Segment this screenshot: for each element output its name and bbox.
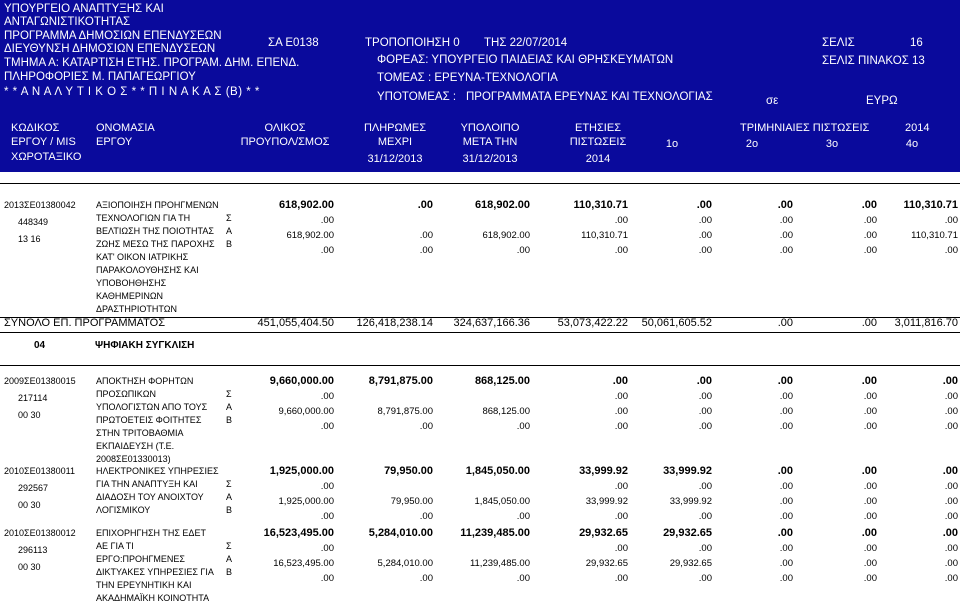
col-remaining: ΜΕΤΑ ΤΗΝ bbox=[462, 136, 518, 148]
row-type-letter: Σ bbox=[226, 479, 232, 489]
cell-value: .00 bbox=[698, 573, 712, 584]
cell-value: 29,932.65 bbox=[579, 527, 628, 539]
cell-value: 868,125.00 bbox=[474, 375, 530, 387]
cell-value: .00 bbox=[944, 391, 958, 402]
report-header bbox=[0, 0, 960, 172]
cell-value: .00 bbox=[419, 511, 433, 522]
cell-value: .00 bbox=[320, 481, 334, 492]
cell-value: .00 bbox=[863, 496, 877, 507]
cell-value: .00 bbox=[942, 375, 958, 387]
page-number: 16 bbox=[910, 37, 923, 49]
cell-value: .00 bbox=[861, 465, 877, 477]
table-page: ΣΕΛΙΣ ΠΙΝΑΚΟΣ 13 bbox=[822, 55, 925, 67]
subtotal-value: 451,055,404.50 bbox=[257, 317, 334, 329]
cell-value: .00 bbox=[863, 215, 877, 226]
row-type-letter: Β bbox=[226, 567, 233, 577]
cell-value: .00 bbox=[779, 421, 793, 432]
cell-value: 16,523,495.00 bbox=[263, 527, 334, 539]
cell-value: 1,845,050.00 bbox=[465, 465, 530, 477]
org-line: ΥΠΟΥΡΓΕΙΟ ΑΝΑΠΤΥΞΗΣ ΚΑΙ bbox=[4, 3, 164, 15]
cell-value: .00 bbox=[419, 421, 433, 432]
cell-value: 9,660,000.00 bbox=[269, 375, 334, 387]
section-code: 04 bbox=[34, 340, 46, 351]
cell-value: .00 bbox=[863, 481, 877, 492]
col-annual: 2014 bbox=[585, 153, 611, 165]
section-title: ΨΗΦΙΑΚΗ ΣΥΓΚΛΙΣΗ bbox=[95, 340, 195, 351]
cell-value: 11,239,485.00 bbox=[469, 558, 530, 569]
cell-value: 79,950.00 bbox=[390, 496, 433, 507]
cell-value: .00 bbox=[614, 406, 628, 417]
cell-value: .00 bbox=[698, 481, 712, 492]
project-code: 2010ΣΕ01380012 bbox=[4, 528, 76, 538]
project-name-line: ΚΑΤ' ΟΙΚΟΝ ΙΑΤΡΙΚΗΣ bbox=[96, 252, 189, 262]
project-geo: 13 16 bbox=[18, 234, 41, 244]
project-name-line: ΠΡΩΤΟΕΤΕΙΣ ΦΟΙΤΗΤΕΣ bbox=[96, 415, 202, 425]
cell-value: 618,902.00 bbox=[482, 230, 530, 241]
row-type-letter: Α bbox=[226, 226, 233, 236]
cell-value: 1,925,000.00 bbox=[269, 465, 334, 477]
project-geo: 00 30 bbox=[18, 562, 41, 572]
project-name-line: ΖΩΗΣ ΜΕΣΩ ΤΗΣ ΠΑΡΟΧΗΣ bbox=[96, 239, 215, 249]
cell-value: .00 bbox=[320, 245, 334, 256]
col-code: ΧΩΡΟΤΑΞΙΚΟ bbox=[11, 151, 82, 163]
col-annual: ΕΤΗΣΙΕΣ bbox=[575, 122, 621, 134]
cell-value: .00 bbox=[614, 391, 628, 402]
cell-value: 33,999.92 bbox=[663, 465, 712, 477]
org-line: ΠΡΟΓΡΑΜΜΑ ΔΗΜΟΣΙΩΝ ΕΠΕΝΔΥΣΕΩΝ bbox=[4, 30, 222, 42]
project-name-line: ΥΠΟΛΟΓΙΣΤΩΝ ΑΠΟ ΤΟΥΣ bbox=[96, 402, 208, 412]
cell-value: 11,239,485.00 bbox=[460, 527, 530, 539]
col-budget: ΟΛΙΚΟΣ bbox=[264, 122, 306, 134]
project-name-line: ΕΡΓΟ:ΠΡΟΗΓΜΕΝΕΣ bbox=[96, 554, 185, 564]
cell-value: 5,284,010.00 bbox=[368, 527, 433, 539]
cell-value: .00 bbox=[698, 245, 712, 256]
cell-value: .00 bbox=[320, 391, 334, 402]
cell-value: .00 bbox=[698, 230, 712, 241]
cell-value: .00 bbox=[612, 375, 628, 387]
subtotal-value: 3,011,816.70 bbox=[894, 317, 958, 329]
cell-value: .00 bbox=[696, 375, 712, 387]
cell-value: .00 bbox=[320, 421, 334, 432]
col-remaining: ΥΠΟΛΟΙΠΟ bbox=[460, 122, 520, 134]
subsector: ΠΡΟΓΡΑΜΜΑΤΑ ΕΡΕΥΝΑΣ ΚΑΙ ΤΕΧΝΟΛΟΓΙΑΣ bbox=[466, 91, 713, 103]
project-name-line: ΓΙΑ ΤΗΝ ΑΝΑΠΤΥΞΗ ΚΑΙ bbox=[96, 479, 198, 489]
subsector-label: ΥΠΟΤΟΜΕΑΣ : bbox=[377, 91, 457, 103]
cell-value: .00 bbox=[516, 511, 530, 522]
cell-value: .00 bbox=[320, 543, 334, 554]
cell-value: 618,902.00 bbox=[286, 230, 334, 241]
agency: ΦΟΡΕΑΣ: ΥΠΟΥΡΓΕΙΟ ΠΑΙΔΕΙΑΣ ΚΑΙ ΘΡΗΣΚΕΥΜΑΤΩΝ bbox=[377, 54, 674, 66]
project-name-line: ΠΑΡΑΚΟΛΟΥΘΗΣΗΣ ΚΑΙ bbox=[96, 265, 199, 275]
cell-value: .00 bbox=[779, 481, 793, 492]
cell-value: .00 bbox=[777, 465, 793, 477]
cell-value: .00 bbox=[863, 391, 877, 402]
row-type-letter: Σ bbox=[226, 389, 232, 399]
cell-value: .00 bbox=[419, 230, 433, 241]
cell-value: .00 bbox=[942, 527, 958, 539]
divider bbox=[0, 332, 960, 333]
cell-value: .00 bbox=[944, 558, 958, 569]
project-name-line: ΣΤΗΝ ΤΡΙΤΟΒΑΘΜΙΑ bbox=[96, 428, 184, 438]
cell-value: .00 bbox=[698, 511, 712, 522]
cell-value: .00 bbox=[614, 215, 628, 226]
cell-value: 110,310.71 bbox=[573, 199, 628, 211]
subtotal-value: .00 bbox=[861, 317, 877, 329]
page-label: ΣΕΛΙΣ bbox=[822, 37, 855, 49]
cell-value: 33,999.92 bbox=[669, 496, 712, 507]
cell-value: .00 bbox=[516, 421, 530, 432]
col-remaining: 31/12/2013 bbox=[462, 153, 518, 165]
cell-value: 33,999.92 bbox=[579, 465, 628, 477]
project-name-line: ΔΙΚΤΥΑΚΕΣ ΥΠΗΡΕΣΙΕΣ ΓΙΑ bbox=[96, 567, 214, 577]
cell-value: 618,902.00 bbox=[278, 199, 334, 211]
cell-value: .00 bbox=[779, 511, 793, 522]
row-type-letter: Β bbox=[226, 415, 233, 425]
currency: ΕΥΡΩ bbox=[866, 95, 898, 107]
cell-value: .00 bbox=[777, 199, 793, 211]
cell-value: .00 bbox=[417, 199, 433, 211]
cell-value: 1,845,050.00 bbox=[474, 496, 530, 507]
row-type-letter: Β bbox=[226, 505, 233, 515]
cell-value: .00 bbox=[614, 481, 628, 492]
cell-value: .00 bbox=[779, 573, 793, 584]
col-paid: ΜΕΧΡΙ bbox=[377, 136, 413, 148]
cell-value: .00 bbox=[863, 406, 877, 417]
col-q4: 4ο bbox=[905, 138, 919, 150]
cell-value: .00 bbox=[698, 391, 712, 402]
cell-value: .00 bbox=[320, 215, 334, 226]
cell-value: .00 bbox=[942, 465, 958, 477]
project-code: 2013ΣΕ01380042 bbox=[4, 200, 76, 210]
cell-value: .00 bbox=[614, 245, 628, 256]
report-date: ΤΗΣ 22/07/2014 bbox=[484, 37, 568, 49]
col-q1: 1ο bbox=[665, 138, 679, 150]
cell-value: .00 bbox=[863, 421, 877, 432]
project-name-line: ΕΚΠΑΙΔΕΥΣΗ (Τ.Ε. bbox=[96, 441, 175, 451]
cell-value: .00 bbox=[944, 245, 958, 256]
project-name-line: ΤΗΝ ΕΡΕΥΝΗΤΙΚΗ ΚΑΙ bbox=[96, 580, 192, 590]
project-name-line: ΒΕΛΤΙΩΣΗ ΤΗΣ ΠΟΙΟΤΗΤΑΣ bbox=[96, 226, 214, 236]
col-code: ΚΩΔΙΚΟΣ bbox=[11, 122, 60, 134]
cell-value: .00 bbox=[861, 375, 877, 387]
project-name-line: ΑΠΟΚΤΗΣΗ ΦΟΡΗΤΩΝ bbox=[96, 376, 194, 386]
cell-value: .00 bbox=[698, 406, 712, 417]
project-name-line: ΑΚΑΔΗΜΑΪΚΗ ΚΟΙΝΟΤΗΤΑ bbox=[96, 593, 210, 603]
project-mis: 217114 bbox=[18, 393, 48, 403]
subtotal-value: 324,637,166.36 bbox=[453, 317, 530, 329]
cell-value: .00 bbox=[696, 199, 712, 211]
cell-value: .00 bbox=[861, 527, 877, 539]
project-name-line: ΚΑΘΗΜΕΡΙΝΩΝ bbox=[96, 291, 164, 301]
row-type-letter: Α bbox=[226, 554, 233, 564]
cell-value: 1,925,000.00 bbox=[278, 496, 334, 507]
project-name-line: ΥΠΟΒΟΗΘΗΣΗΣ bbox=[96, 278, 167, 288]
org-line: ΤΜΗΜΑ Α: ΚΑΤΑΡΤΙΣΗ ΕΤΗΣ. ΠΡΟΓΡΑΜ. ΔΗΜ. ΕΠΕΝΔ. bbox=[4, 57, 300, 69]
project-code: 2010ΣΕ01380011 bbox=[4, 466, 75, 476]
cell-value: .00 bbox=[614, 543, 628, 554]
org-line: ΠΛΗΡΟΦΟΡΙΕΣ Μ. ΠΑΠΑΓΕΩΡΓΙΟΥ bbox=[4, 71, 196, 83]
cell-value: .00 bbox=[777, 375, 793, 387]
col-quarterly-year: 2014 bbox=[905, 122, 930, 134]
cell-value: .00 bbox=[779, 230, 793, 241]
sector: ΤΟΜΕΑΣ : ΕΡΕΥΝΑ-ΤΕΧΝΟΛΟΓΙΑ bbox=[377, 72, 558, 84]
org-line: ΔΙΕΥΘΥΝΣΗ ΔΗΜΟΣΙΩΝ ΕΠΕΝΔΥΣΕΩΝ bbox=[4, 43, 216, 55]
col-budget: ΠΡΟΥΠΟΛ/ΣΜΟΣ bbox=[240, 136, 330, 148]
project-name-line: ΕΠΙΧΟΡΗΓΗΣΗ ΤΗΣ ΕΔΕΤ bbox=[96, 528, 206, 538]
col-quarterly-title: ΤΡΙΜΗΝΙΑΙΕΣ ΠΙΣΤΩΣΕΙΣ bbox=[740, 122, 870, 134]
project-mis: 292567 bbox=[18, 483, 49, 493]
cell-value: .00 bbox=[944, 511, 958, 522]
cell-value: 79,950.00 bbox=[384, 465, 433, 477]
cell-value: .00 bbox=[698, 215, 712, 226]
row-type-letter: Α bbox=[226, 492, 233, 502]
project-name-line: ΛΟΓΙΣΜΙΚΟΥ bbox=[96, 505, 151, 515]
cell-value: .00 bbox=[320, 511, 334, 522]
cell-value: .00 bbox=[419, 573, 433, 584]
project-name-line: ΠΡΟΣΩΠΙΚΩΝ bbox=[96, 389, 157, 399]
divider bbox=[0, 183, 960, 184]
cell-value: .00 bbox=[320, 573, 334, 584]
cell-value: .00 bbox=[419, 245, 433, 256]
subtotal-value: .00 bbox=[777, 317, 793, 329]
col-name: ΕΡΓΟΥ bbox=[96, 136, 133, 148]
project-code: 2009ΣΕ01380015 bbox=[4, 376, 76, 386]
row-type-letter: Α bbox=[226, 402, 233, 412]
col-q3: 3ο bbox=[825, 138, 839, 150]
cell-value: .00 bbox=[779, 215, 793, 226]
currency-prefix: σε bbox=[766, 95, 779, 107]
project-name-line: ΔΡΑΣΤΗΡΙΟΤΗΤΩΝ bbox=[96, 304, 177, 314]
cell-value: .00 bbox=[863, 230, 877, 241]
cell-value: 868,125.00 bbox=[482, 406, 530, 417]
cell-value: 29,932.65 bbox=[669, 558, 712, 569]
sa-code: ΣΑ Ε0138 bbox=[268, 37, 319, 49]
cell-value: 110,310.71 bbox=[903, 199, 958, 211]
cell-value: 110,310.71 bbox=[911, 230, 958, 241]
col-annual: ΠΙΣΤΩΣΕΙΣ bbox=[569, 136, 627, 148]
cell-value: .00 bbox=[944, 215, 958, 226]
cell-value: .00 bbox=[779, 543, 793, 554]
col-name: ΟΝΟΜΑΣΙΑ bbox=[96, 122, 155, 134]
cell-value: .00 bbox=[861, 199, 877, 211]
project-geo: 00 30 bbox=[18, 410, 41, 420]
col-code: ΕΡΓΟΥ / MIS bbox=[11, 136, 76, 148]
cell-value: .00 bbox=[863, 573, 877, 584]
col-q2: 2ο bbox=[745, 138, 759, 150]
cell-value: 9,660,000.00 bbox=[278, 406, 334, 417]
divider bbox=[0, 365, 960, 366]
cell-value: .00 bbox=[944, 481, 958, 492]
cell-value: .00 bbox=[944, 496, 958, 507]
cell-value: .00 bbox=[698, 543, 712, 554]
project-name-line: ΑΕ ΓΙΑ ΤΙ bbox=[96, 541, 134, 551]
subtotal-value: 53,073,422.22 bbox=[557, 317, 628, 329]
cell-value: .00 bbox=[779, 391, 793, 402]
cell-value: .00 bbox=[516, 245, 530, 256]
project-name-line: ΑΞΙΟΠΟΙΗΣΗ ΠΡΟΗΓΜΕΝΩΝ bbox=[96, 200, 219, 210]
cell-value: .00 bbox=[863, 543, 877, 554]
cell-value: .00 bbox=[779, 558, 793, 569]
cell-value: .00 bbox=[863, 558, 877, 569]
project-name-line: ΗΛΕΚΤΡΟΝΙΚΕΣ ΥΠΗΡΕΣΙΕΣ bbox=[96, 466, 219, 476]
cell-value: 618,902.00 bbox=[474, 199, 530, 211]
project-mis: 448349 bbox=[18, 217, 49, 227]
table-title: * * Α Ν Α Λ Υ Τ Ι Κ Ο Σ * * Π Ι Ν Α Κ Α Σ (Β) * * bbox=[4, 86, 260, 98]
project-name-line: ΔΙΑΔΟΣΗ ΤΟΥ ΑΝΟΙΧΤΟΥ bbox=[96, 492, 204, 502]
col-paid: ΠΛΗΡΩΜΕΣ bbox=[363, 122, 427, 134]
modification: ΤΡΟΠΟΠΟΙΗΣΗ 0 bbox=[365, 37, 460, 49]
cell-value: 110,310.71 bbox=[581, 230, 628, 241]
cell-value: 29,932.65 bbox=[585, 558, 628, 569]
cell-value: 8,791,875.00 bbox=[377, 406, 433, 417]
col-paid: 31/12/2013 bbox=[367, 153, 423, 165]
org-line: ΑΝΤΑΓΩΝΙΣΤΙΚΟΤΗΤΑΣ bbox=[4, 16, 131, 28]
row-type-letter: Β bbox=[226, 239, 233, 249]
cell-value: 8,791,875.00 bbox=[368, 375, 433, 387]
project-name-line: ΤΕΧΝΟΛΟΓΙΩΝ ΓΙΑ ΤΗ bbox=[96, 213, 191, 223]
cell-value: .00 bbox=[944, 406, 958, 417]
cell-value: 33,999.92 bbox=[585, 496, 628, 507]
subtotal-value: 126,418,238.14 bbox=[356, 317, 433, 329]
subtotal-value: 50,061,605.52 bbox=[641, 317, 712, 329]
cell-value: .00 bbox=[614, 573, 628, 584]
cell-value: .00 bbox=[614, 511, 628, 522]
cell-value: .00 bbox=[779, 245, 793, 256]
cell-value: .00 bbox=[698, 421, 712, 432]
row-type-letter: Σ bbox=[226, 541, 232, 551]
row-type-letter: Σ bbox=[226, 213, 232, 223]
cell-value: .00 bbox=[944, 543, 958, 554]
project-mis: 296113 bbox=[18, 545, 48, 555]
project-name-line: 2008ΣΕ01330013) bbox=[96, 454, 171, 464]
cell-value: .00 bbox=[777, 527, 793, 539]
cell-value: 29,932.65 bbox=[663, 527, 712, 539]
cell-value: .00 bbox=[516, 573, 530, 584]
cell-value: .00 bbox=[614, 421, 628, 432]
cell-value: .00 bbox=[944, 573, 958, 584]
cell-value: 16,523,495.00 bbox=[273, 558, 334, 569]
subtotal-label: ΣΥΝΟΛΟ ΕΠ. ΠΡΟΓΡΑΜΜΑΤΟΣ bbox=[4, 317, 166, 329]
cell-value: .00 bbox=[863, 245, 877, 256]
cell-value: .00 bbox=[944, 421, 958, 432]
cell-value: 5,284,010.00 bbox=[377, 558, 433, 569]
project-geo: 00 30 bbox=[18, 500, 41, 510]
cell-value: .00 bbox=[779, 406, 793, 417]
cell-value: .00 bbox=[779, 496, 793, 507]
cell-value: .00 bbox=[863, 511, 877, 522]
